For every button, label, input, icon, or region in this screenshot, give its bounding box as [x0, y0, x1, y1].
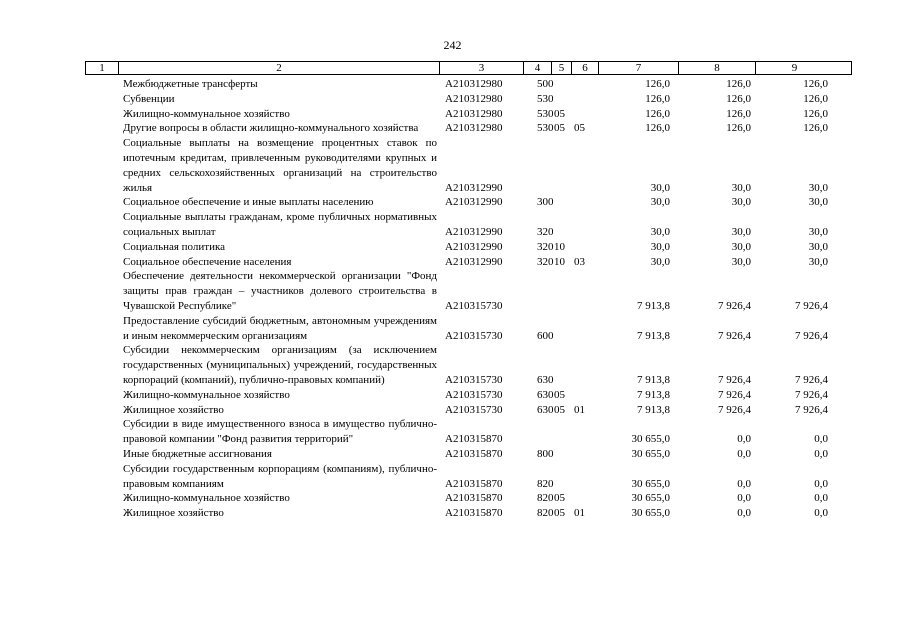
row-name: Субвенции [123, 92, 175, 105]
row-code: А210315730 [445, 329, 503, 342]
row-rz: 10 [554, 255, 565, 268]
row-value-8: 30,0 [731, 181, 751, 194]
row-rz: 05 [554, 403, 565, 416]
table-row [85, 269, 852, 313]
row-value-7: 126,0 [645, 78, 670, 90]
row-value-7: 30 655,0 [631, 507, 670, 520]
row-value-8: 30,0 [731, 255, 751, 268]
row-name: Жилищное хозяйство [123, 403, 224, 416]
row-name: Субсидии государственным корпорациям (компаниям), публично-правовым компаниям [123, 462, 437, 490]
row-code: А210312980 [445, 92, 503, 105]
header-col-8: 8 [679, 62, 756, 74]
row-value-9: 126,0 [803, 78, 828, 90]
table-row [85, 210, 852, 240]
row-name: Другие вопросы в области жилищно-коммунального хозяйства [123, 122, 419, 135]
row-value-8: 0,0 [737, 477, 751, 490]
row-pr: 01 [574, 507, 585, 520]
row-value-9: 30,0 [808, 240, 828, 253]
row-value-9: 0,0 [814, 492, 828, 505]
table-row [85, 388, 852, 403]
row-rz: 05 [554, 107, 565, 120]
row-code: А210312980 [445, 78, 503, 90]
row-rz: 05 [554, 388, 565, 401]
row-code: А210315870 [445, 433, 503, 446]
table-row [85, 107, 852, 122]
table-row [85, 255, 852, 270]
row-code: А210312980 [445, 122, 503, 135]
row-code: А210315730 [445, 388, 503, 401]
page-number: 242 [443, 38, 462, 52]
row-value-9: 0,0 [814, 447, 828, 460]
row-value-7: 7 913,8 [637, 299, 670, 312]
row-vr: 820 [537, 507, 554, 520]
row-value-8: 7 926,4 [718, 329, 751, 342]
row-vr: 630 [537, 388, 554, 401]
row-rz: 05 [554, 492, 565, 505]
row-code: А210315730 [445, 403, 503, 416]
header-col-7: 7 [599, 62, 679, 74]
row-name: Социальные выплаты на возмещение процентных ставок по ипотечным кредитам, привлеченным руководителями крупных и средних сельскохозяйственных организаций на строительство жилья [123, 137, 437, 194]
row-vr: 820 [537, 477, 554, 490]
row-value-8: 7 926,4 [718, 299, 751, 312]
table-row [85, 506, 852, 521]
row-code: А210312990 [445, 255, 503, 268]
header-col-3: 3 [440, 62, 524, 74]
row-code: А210315730 [445, 299, 503, 312]
row-vr: 320 [537, 225, 554, 238]
row-pr: 01 [574, 403, 585, 416]
row-vr: 300 [537, 196, 554, 209]
table-header [85, 61, 852, 75]
table-row [85, 462, 852, 492]
row-value-8: 30,0 [731, 240, 751, 253]
row-vr: 530 [537, 107, 554, 120]
row-name: Обеспечение деятельности некоммерческой организации "Фонд защиты прав граждан – участников долевого строительства в Чувашской Республике" [123, 270, 437, 312]
row-vr: 630 [537, 373, 554, 386]
table-row [85, 240, 852, 255]
row-value-9: 126,0 [803, 122, 828, 135]
row-code: А210312990 [445, 240, 503, 253]
row-code: А210312980 [445, 107, 503, 120]
header-col-2: 2 [119, 62, 440, 74]
row-code: А210312990 [445, 196, 503, 209]
row-value-7: 126,0 [645, 107, 670, 120]
row-value-8: 126,0 [726, 122, 751, 135]
row-code: А210315870 [445, 447, 503, 460]
row-value-8: 0,0 [737, 492, 751, 505]
row-value-7: 7 913,8 [637, 329, 670, 342]
row-code: А210312990 [445, 181, 503, 194]
row-rz: 10 [554, 240, 565, 253]
row-value-7: 30,0 [650, 181, 670, 194]
header-col-6: 6 [572, 62, 599, 74]
table-row [85, 77, 852, 92]
row-value-8: 30,0 [731, 225, 751, 238]
row-value-8: 0,0 [737, 433, 751, 446]
table-row [85, 491, 852, 506]
row-name: Социальное обеспечение населения [123, 255, 292, 268]
row-value-9: 0,0 [814, 433, 828, 446]
row-value-7: 30 655,0 [631, 492, 670, 505]
row-name: Межбюджетные трансферты [123, 78, 258, 90]
row-value-7: 30 655,0 [631, 447, 670, 460]
row-value-7: 7 913,8 [637, 388, 670, 401]
row-value-9: 30,0 [808, 225, 828, 238]
row-value-8: 7 926,4 [718, 373, 751, 386]
row-name: Жилищно-коммунальное хозяйство [123, 492, 290, 505]
row-value-9: 7 926,4 [795, 388, 828, 401]
row-name: Жилищно-коммунальное хозяйство [123, 388, 290, 401]
row-value-9: 126,0 [803, 92, 828, 105]
row-vr: 630 [537, 403, 554, 416]
row-vr: 500 [537, 78, 554, 90]
row-vr: 320 [537, 240, 554, 253]
row-value-8: 126,0 [726, 107, 751, 120]
row-value-7: 30 655,0 [631, 477, 670, 490]
table-row [85, 447, 852, 462]
row-name: Социальное обеспечение и иные выплаты населению [123, 196, 374, 209]
row-value-7: 30 655,0 [631, 433, 670, 446]
row-vr: 800 [537, 447, 554, 460]
row-value-7: 126,0 [645, 122, 670, 135]
row-vr: 530 [537, 92, 554, 105]
row-code: А210315870 [445, 492, 503, 505]
row-value-7: 126,0 [645, 92, 670, 105]
table-row [85, 195, 852, 210]
table-row [85, 136, 852, 195]
row-value-9: 7 926,4 [795, 373, 828, 386]
row-code: А210315730 [445, 373, 503, 386]
header-col-5: 5 [552, 62, 572, 74]
header-col-9: 9 [791, 62, 798, 74]
row-value-9: 0,0 [814, 507, 828, 520]
row-name: Субсидии некоммерческим организациям (за исключением государственных (муниципальных) учреждений, государственных корпораций (компаний), публично-правовых компаний) [123, 344, 437, 386]
row-vr: 320 [537, 255, 554, 268]
row-name: Социальная политика [123, 240, 226, 253]
row-value-7: 7 913,8 [637, 373, 670, 386]
row-name: Субсидии в виде имущественного взноса в имущество публично-правовой компании "Фонд развития территорий" [123, 418, 437, 446]
row-rz: 05 [554, 122, 565, 135]
row-name: Предоставление субсидий бюджетным, автономным учреждениям и иным некоммерческим организациям [123, 314, 437, 342]
row-code: А210312990 [445, 225, 503, 238]
row-value-8: 0,0 [737, 507, 751, 520]
row-rz: 05 [554, 507, 565, 520]
table-body [85, 77, 852, 521]
row-value-9: 30,0 [808, 196, 828, 209]
row-value-8: 126,0 [726, 92, 751, 105]
row-pr: 05 [574, 122, 585, 135]
row-value-8: 30,0 [731, 196, 751, 209]
header-col-1: 1 [86, 62, 119, 74]
row-name: Жилищное хозяйство [123, 507, 224, 520]
row-value-9: 126,0 [803, 107, 828, 120]
row-code: А210315870 [445, 507, 503, 520]
row-value-7: 30,0 [650, 255, 670, 268]
row-code: А210315870 [445, 477, 503, 490]
row-value-9: 7 926,4 [795, 299, 828, 312]
row-vr: 820 [537, 492, 554, 505]
row-value-8: 7 926,4 [718, 388, 751, 401]
row-vr: 530 [537, 122, 554, 135]
table-row [85, 314, 852, 344]
header-col-4: 4 [524, 62, 552, 74]
table-row [85, 121, 852, 136]
table-row [85, 417, 852, 447]
table-row [85, 343, 852, 387]
row-value-9: 0,0 [814, 477, 828, 490]
row-value-8: 0,0 [737, 447, 751, 460]
row-value-7: 7 913,8 [637, 403, 670, 416]
row-value-9: 7 926,4 [795, 329, 828, 342]
row-name: Жилищно-коммунальное хозяйство [123, 107, 290, 120]
row-vr: 600 [537, 329, 554, 342]
row-value-9: 7 926,4 [795, 403, 828, 416]
row-value-7: 30,0 [650, 196, 670, 209]
table-row [85, 92, 852, 107]
row-value-9: 30,0 [808, 181, 828, 194]
row-pr: 03 [574, 255, 585, 268]
row-value-7: 30,0 [650, 225, 670, 238]
row-value-8: 7 926,4 [718, 403, 751, 416]
row-name: Иные бюджетные ассигнования [123, 447, 272, 460]
row-value-7: 30,0 [650, 240, 670, 253]
row-value-9: 30,0 [808, 255, 828, 268]
table-row [85, 403, 852, 418]
row-name: Социальные выплаты гражданам, кроме публичных нормативных социальных выплат [123, 211, 437, 238]
row-value-8: 126,0 [726, 78, 751, 90]
